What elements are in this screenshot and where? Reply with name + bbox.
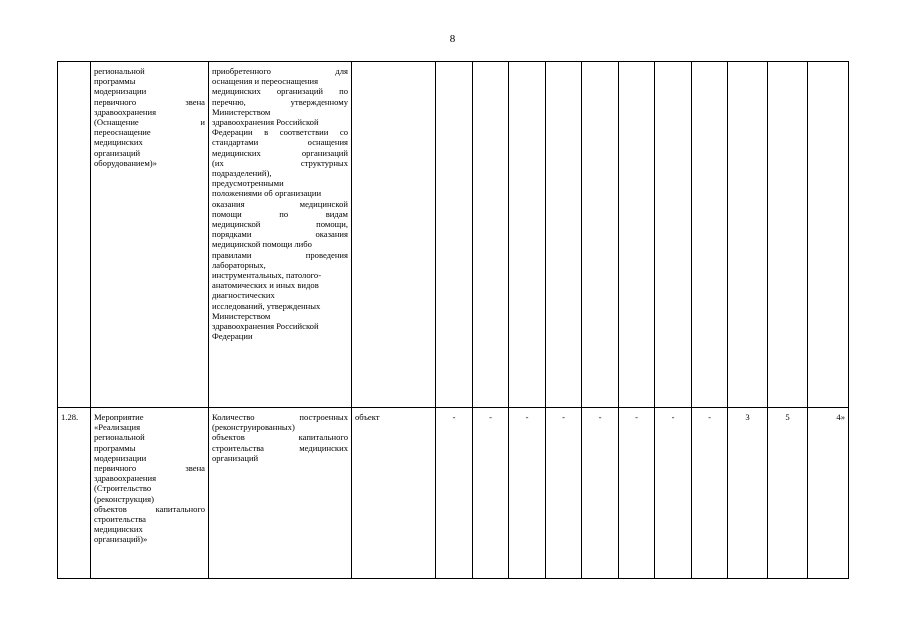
indicator-name-cell-line: положениями об организации xyxy=(212,188,322,199)
value-cell: 5 xyxy=(768,408,808,579)
indicator-name-cell-line: приобретенного для xyxy=(212,66,348,76)
event-name-cell-line: региональной xyxy=(94,66,145,76)
event-name-cell-line: медицинских xyxy=(94,524,143,535)
indicator-name-cell-line: медицинских организаций xyxy=(212,147,348,158)
indicator-name-cell-line: (их структурных xyxy=(212,157,348,168)
event-name-cell-line: модернизации xyxy=(94,452,147,463)
event-name-cell-line: программы xyxy=(94,76,136,87)
table-row xyxy=(58,62,849,408)
value-cell: - xyxy=(619,408,655,579)
indicator-name-cell-line: Министерством xyxy=(212,310,271,321)
event-name-cell-line: организаций)» xyxy=(94,534,148,545)
event-name-cell-line: объектов капитального xyxy=(94,503,205,514)
event-name-cell-line: здравоохранения xyxy=(94,106,157,117)
indicator-name-cell-line: организаций xyxy=(212,452,259,463)
row-number xyxy=(58,62,91,408)
indicator-name-cell-line: подразделений), xyxy=(212,168,272,179)
table-row xyxy=(58,408,849,579)
indicator-name-cell-line: Федерации в соответствии со xyxy=(212,127,348,138)
indicator-name-cell-line: диагностических xyxy=(212,290,275,301)
indicator-name-cell-line: строительства медицинских xyxy=(212,442,348,453)
unit-cell xyxy=(352,62,436,408)
value-cell: - xyxy=(473,408,509,579)
value-cell xyxy=(473,62,509,408)
event-name-cell-line: оборудованием)» xyxy=(94,157,157,168)
indicator-name-cell-line: оказания медицинской xyxy=(212,198,348,209)
indicator-name-cell-line: медицинской помощи, xyxy=(212,219,348,230)
event-name-cell-line: строительства xyxy=(94,514,146,525)
event-name-cell-line: первичного звена xyxy=(94,463,205,474)
value-cell xyxy=(655,62,692,408)
event-name-cell xyxy=(91,62,209,408)
indicator-name-cell-line: объектов капитального xyxy=(212,432,348,443)
indicator-name-cell-line: перечню, утвержденному xyxy=(212,96,348,107)
indicator-name-cell-line: анатомических и иных видов xyxy=(212,280,319,291)
event-name-cell-line: «Реализация xyxy=(94,422,141,433)
value-cell: - xyxy=(509,408,546,579)
event-name-cell-line: здравоохранения xyxy=(94,473,157,484)
event-name-cell xyxy=(91,408,209,579)
row-number: 1.28. xyxy=(58,408,91,579)
value-cell xyxy=(808,62,849,408)
indicator-name-cell-line: лабораторных, xyxy=(212,259,266,270)
page-number: 8 xyxy=(449,33,456,45)
event-name-cell-line: (Строительство xyxy=(94,483,152,494)
value-cell: - xyxy=(655,408,692,579)
value-cell: - xyxy=(692,408,728,579)
event-name-cell-line: программы xyxy=(94,442,136,453)
indicator-name-cell-line: правилами проведения xyxy=(212,249,348,260)
indicators-table xyxy=(57,61,849,579)
indicator-name-cell-line: здравоохранения Российской xyxy=(212,117,319,128)
value-cell xyxy=(768,62,808,408)
indicator-name-cell xyxy=(209,408,352,579)
value-cell: - xyxy=(546,408,582,579)
event-name-cell-line: первичного звена xyxy=(94,96,205,107)
event-name-cell-line: (Оснащение и xyxy=(94,117,205,128)
indicator-name-cell-line: медицинских организаций по xyxy=(212,86,348,97)
value-cell xyxy=(692,62,728,408)
indicator-name-cell-line: предусмотренными xyxy=(212,178,284,189)
indicator-name-cell-line: Министерством xyxy=(212,106,271,117)
event-name-cell-line: Мероприятие xyxy=(94,412,144,422)
value-cell xyxy=(436,62,473,408)
indicator-name-cell-line: Федерации xyxy=(212,331,253,342)
value-cell xyxy=(582,62,619,408)
value-cell xyxy=(546,62,582,408)
indicator-name-cell-line: оснащения и переоснащения xyxy=(212,76,319,87)
value-cell: 3 xyxy=(728,408,768,579)
indicator-name-cell-line: помощи по видам xyxy=(212,208,348,219)
indicator-name-cell-line: Количество построенных xyxy=(212,412,348,422)
indicator-name-cell-line: здравоохранения Российской xyxy=(212,321,319,332)
indicator-name-cell-line: исследований, утвержденных xyxy=(212,300,321,311)
value-cell xyxy=(509,62,546,408)
indicator-name-cell-line: медицинской помощи либо xyxy=(212,239,312,250)
indicator-name-cell-line: стандартами оснащения xyxy=(212,137,348,148)
unit-cell: объект xyxy=(352,408,436,579)
value-cell xyxy=(619,62,655,408)
indicator-name-cell-line: инструментальных, патолого- xyxy=(212,270,322,281)
event-name-cell-line: организаций xyxy=(94,147,141,158)
event-name-cell-line: переоснащение xyxy=(94,127,151,138)
event-name-cell-line: региональной xyxy=(94,432,145,443)
indicator-name-cell-line: порядками оказания xyxy=(212,229,348,240)
indicator-name-cell xyxy=(209,62,352,408)
event-name-cell-line: (реконструкция) xyxy=(94,493,154,504)
value-cell xyxy=(728,62,768,408)
indicator-name-cell-line: (реконструированных) xyxy=(212,422,295,433)
event-name-cell-line: модернизации xyxy=(94,86,147,97)
value-cell: 4» xyxy=(808,408,849,579)
value-cell: - xyxy=(582,408,619,579)
event-name-cell-line: медицинских xyxy=(94,137,143,148)
value-cell: - xyxy=(436,408,473,579)
